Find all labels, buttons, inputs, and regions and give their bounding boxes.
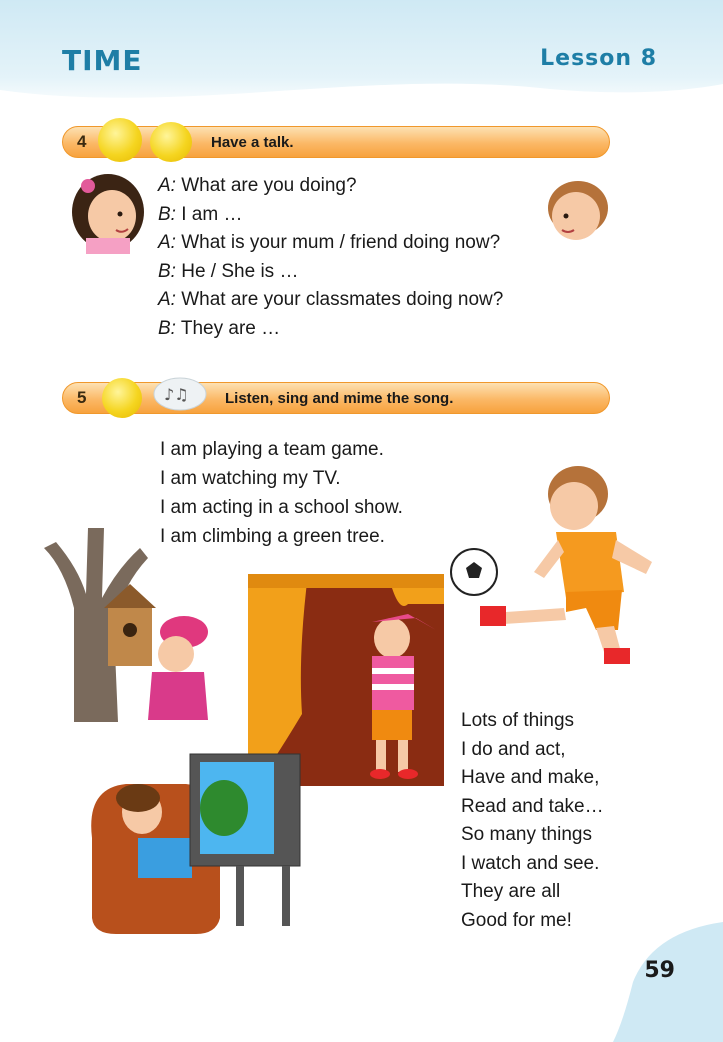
girl-portrait-illustration xyxy=(66,172,146,254)
dialog-line xyxy=(158,258,503,287)
tree-climbing-girl-illustration xyxy=(34,508,214,722)
dialog-line xyxy=(158,315,503,344)
chick-with-bow-icon xyxy=(150,122,192,162)
chick-icon xyxy=(98,118,142,162)
dialog-line xyxy=(158,172,503,201)
svg-text:♪♫: ♪♫ xyxy=(164,385,189,404)
poem-line: I watch and see. xyxy=(461,852,600,874)
speaker-label: A: xyxy=(158,289,176,311)
dialog-text: They are … xyxy=(175,317,281,339)
speaker-label: B: xyxy=(158,203,176,225)
speaker-label: A: xyxy=(158,175,176,196)
dialog-line xyxy=(158,229,503,258)
speaker-label: B: xyxy=(158,260,176,282)
poem-line: I do and act, xyxy=(461,738,566,760)
dialog-text: What are your classmates doing now? xyxy=(175,289,504,311)
speaker-label: B: xyxy=(158,317,176,339)
dialog-text: What are you doing? xyxy=(175,175,357,196)
page-title: TIME xyxy=(62,44,143,77)
song-line: I am climbing a green tree. xyxy=(160,526,385,547)
song-line: I am acting in a school show. xyxy=(160,497,403,518)
football-boy-illustration xyxy=(446,462,662,670)
task-4-number: 4 xyxy=(77,132,87,151)
task-4-instruction: Have a talk. xyxy=(211,134,294,151)
song-line: I am playing a team game. xyxy=(160,439,384,460)
poem-line: Read and take… xyxy=(461,795,604,817)
task-5-instruction: Listen, sing and mime the song. xyxy=(225,390,454,407)
page-number: 59 xyxy=(644,958,675,983)
task-4-bar xyxy=(62,126,610,158)
task-5-bar xyxy=(62,382,610,414)
poem-line: They are all xyxy=(461,881,561,902)
poem-line: Lots of things xyxy=(461,710,575,731)
task-4-dialog xyxy=(158,172,503,344)
poem-line: Good for me! xyxy=(461,909,572,931)
dialog-text: I am … xyxy=(175,203,243,225)
music-notes-icon xyxy=(150,374,210,414)
song-line: I am watching my TV. xyxy=(160,468,341,489)
header-wave xyxy=(0,70,723,120)
dialog-text: What is your mum / friend doing now? xyxy=(175,232,501,254)
poem xyxy=(461,707,604,935)
task-5-number: 5 xyxy=(77,388,87,407)
boy-portrait-illustration xyxy=(542,178,614,248)
dialog-line xyxy=(158,201,503,230)
boy-watching-tv-illustration xyxy=(86,748,306,934)
singing-chick-icon xyxy=(102,378,142,418)
poem-line: So many things xyxy=(461,824,592,845)
dialog-line xyxy=(158,286,503,315)
dialog-text: He / She is … xyxy=(175,260,299,282)
poem-line: Have and make, xyxy=(461,767,600,788)
lesson-label: Lesson 8 xyxy=(540,46,657,71)
speaker-label: A: xyxy=(158,232,176,254)
